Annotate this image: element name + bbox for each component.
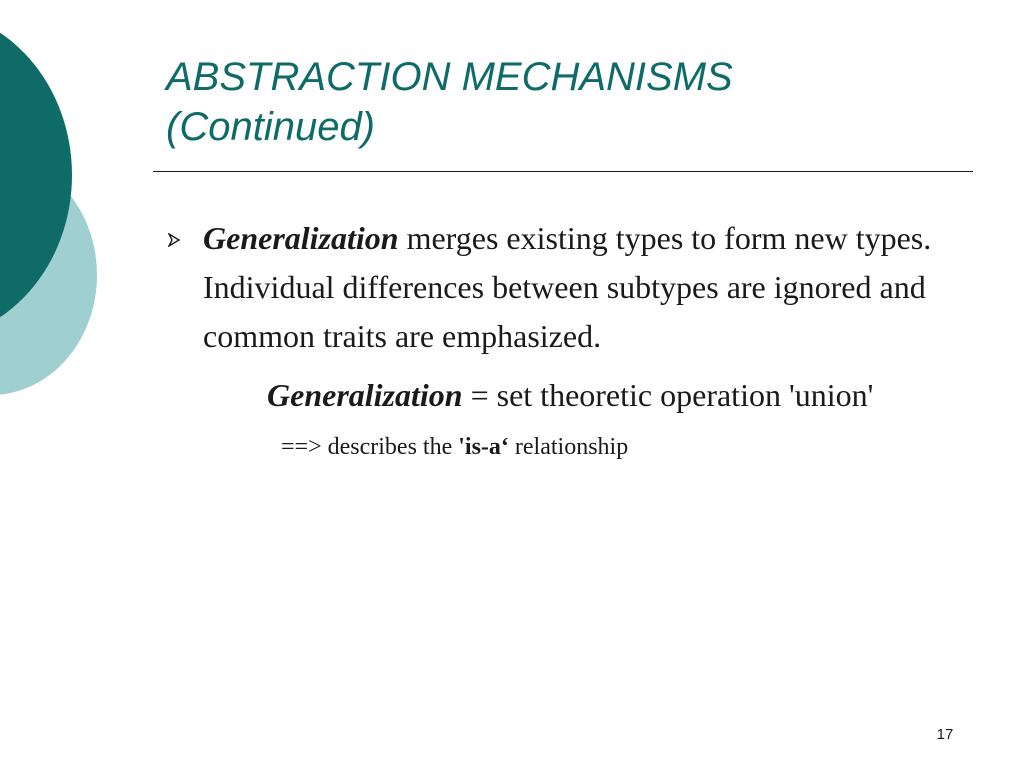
sub-point-term: Generalization — [267, 377, 463, 413]
title-divider — [153, 171, 973, 172]
sub-point-union — [166, 371, 966, 420]
page-number: 17 — [936, 726, 954, 743]
isa-prefix: ==> describes the — [281, 434, 459, 460]
isa-suffix: relationship — [508, 434, 629, 460]
bullet-term: Generalization — [203, 220, 399, 256]
bullet-text: merges existing types to form new types. Individual differences between subtypes are ignored and common traits are emphasized. — [203, 220, 932, 354]
isa-keyword: 'is-a‘ — [458, 434, 509, 460]
slide-body — [166, 214, 966, 464]
sub-point-text: = set theoretic operation 'union' — [462, 377, 874, 413]
arrowhead-bullet-icon — [167, 214, 183, 263]
sub-sub-point-is-a — [166, 430, 966, 464]
bullet-generalization — [166, 214, 966, 361]
slide-title — [166, 52, 966, 152]
title-line-2: (Continued) — [166, 105, 376, 149]
title-line-1: ABSTRACTION MECHANISMS — [166, 55, 733, 99]
